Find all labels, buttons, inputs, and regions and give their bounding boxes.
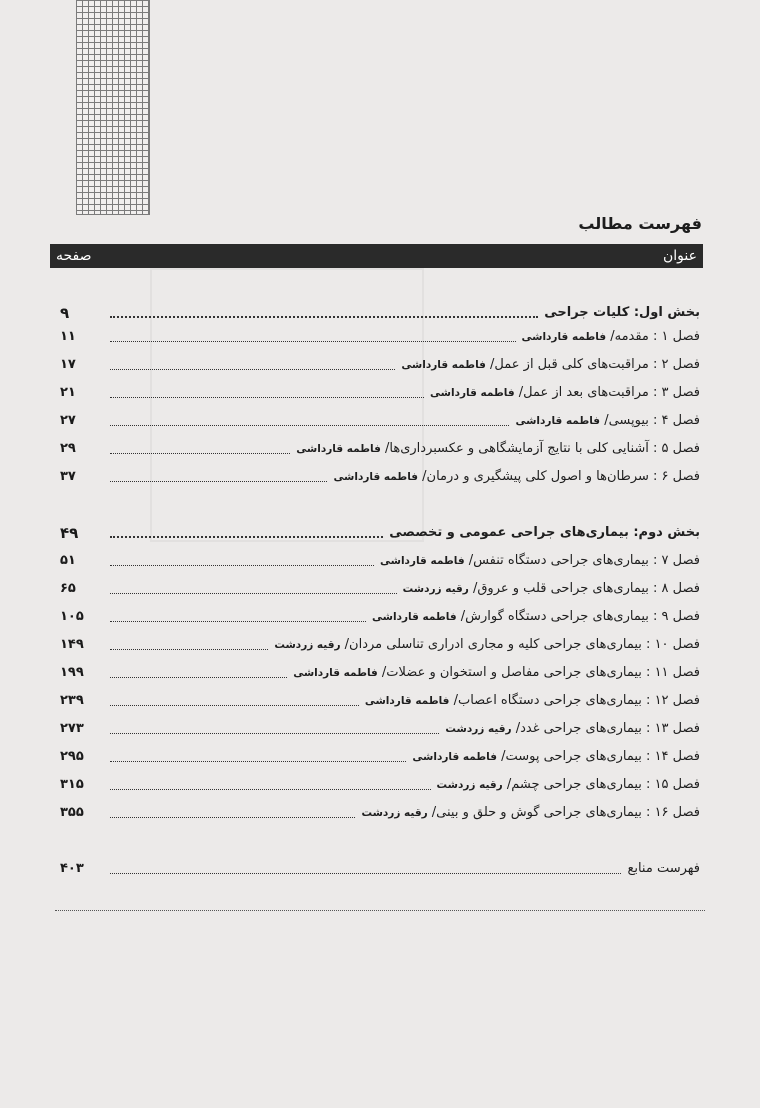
grid-pattern-decoration <box>76 0 150 215</box>
toc-entry-title: فصل ۶ : سرطان‌ها و اصول کلی پیشگیری و درمان/ <box>422 469 700 484</box>
toc-entry-page-number: ۱۷ <box>60 357 76 372</box>
toc-entry-label <box>383 523 700 542</box>
toc-entry-page-number: ۹ <box>60 304 70 322</box>
dot-leader <box>110 453 290 454</box>
toc-entry-page-number: ۱۰۵ <box>60 609 84 624</box>
toc-entry-title: فصل ۸ : بیماری‌های جراحی قلب و عروق/ <box>472 581 700 596</box>
toc-entry-label <box>268 636 700 654</box>
toc-entry-label <box>516 328 701 346</box>
toc-entry-author: فاطمه قارداشی <box>372 611 457 623</box>
toc-entry-author: فاطمه قارداشی <box>364 695 450 707</box>
toc-entry-author: فاطمه قارداشی <box>515 415 601 427</box>
toc-entry-page-number: ۱۹۹ <box>60 665 84 680</box>
dot-leader <box>110 593 397 594</box>
toc-entry-author: رقیه زردشت <box>274 639 341 651</box>
dot-leader <box>110 481 327 482</box>
dot-leader <box>110 761 406 762</box>
toc-entry-label <box>538 303 700 322</box>
toc-entry-row <box>60 436 700 458</box>
toc-entry-title: فصل ۱۳ : بیماری‌های جراحی غدد/ <box>515 721 700 736</box>
toc-entry-row <box>60 548 700 570</box>
toc-entry-page-number: ۳۵۵ <box>60 805 84 820</box>
toc-entry-label <box>439 720 700 738</box>
toc-entry-author: رقیه زردشت <box>445 723 512 735</box>
toc-entry-row <box>60 660 700 682</box>
toc-entry-page-number: ۳۱۵ <box>60 777 84 792</box>
toc-entry-page-number: ۱۱ <box>60 329 76 344</box>
toc-entry-page-number: ۲۹ <box>60 441 76 456</box>
toc-entry-page-number: ۴۰۳ <box>60 861 84 876</box>
dot-leader <box>110 316 538 318</box>
toc-entry-title: فصل ۳ : مراقبت‌های بعد از عمل/ <box>518 385 700 400</box>
toc-entry-title: بخش دوم: بیماری‌های جراحی عمومی و تخصصی <box>389 525 700 540</box>
toc-entry-label <box>374 552 700 570</box>
toc-entry-page-number: ۲۳۹ <box>60 693 84 708</box>
toc-entry-author: رقیه زردشت <box>361 807 428 819</box>
dot-leader <box>110 425 509 426</box>
dot-leader <box>110 341 516 342</box>
dot-leader <box>110 817 355 818</box>
toc-entry-row <box>60 604 700 626</box>
bottom-divider <box>55 910 705 911</box>
toc-entry-title: فصل ۱۶ : بیماری‌های جراحی گوش و حلق و بینی/ <box>431 805 700 820</box>
toc-entry-author: فاطمه قارداشی <box>401 359 486 371</box>
page-title: فهرست مطالب <box>578 214 702 233</box>
toc-entry-page-number: ۱۴۹ <box>60 637 84 652</box>
toc-entry-row <box>60 716 700 738</box>
toc-entry-title: فصل ۱۲ : بیماری‌های جراحی دستگاه اعصاب/ <box>453 693 700 708</box>
toc-entry-row <box>60 800 700 822</box>
toc-entry-row <box>60 576 700 598</box>
dot-leader <box>110 621 366 622</box>
dot-leader <box>110 705 359 706</box>
toc-entry-row <box>60 856 700 878</box>
toc-entry-author: رقیه زردشت <box>402 583 469 595</box>
toc-entry-label <box>327 468 700 486</box>
toc-entry-author: فاطمه قارداشی <box>296 443 381 455</box>
toc-entry-page-number: ۳۷ <box>60 469 76 484</box>
toc-entry-title: فصل ۱۰ : بیماری‌های جراحی کلیه و مجاری ادراری تناسلی مردان/ <box>344 637 700 652</box>
toc-entry-page-number: ۲۷ <box>60 413 76 428</box>
toc-entry-page-number: ۲۱ <box>60 385 76 400</box>
toc-entry-row <box>60 688 700 710</box>
toc-entry-page-number: ۵۱ <box>60 553 76 568</box>
toc-entry-label <box>355 804 700 822</box>
toc-entry-author: فاطمه قارداشی <box>521 331 607 343</box>
dot-leader <box>110 397 424 398</box>
dot-leader <box>110 873 621 874</box>
page-column-header: صفحه <box>56 248 92 264</box>
toc-entry-title: فهرست منابع <box>627 861 700 876</box>
toc-entry-page-number: ۴۹ <box>60 524 79 542</box>
toc-entry-title: بخش اول: کلیات جراحی <box>544 305 700 320</box>
toc-entry-label <box>287 664 700 682</box>
toc-entry-row <box>60 352 700 374</box>
toc-entry-title: فصل ۱۴ : بیماری‌های جراحی پوست/ <box>501 749 700 764</box>
toc-entry-row <box>60 632 700 654</box>
dot-leader <box>110 733 439 734</box>
toc-entry-label <box>509 412 700 430</box>
toc-entry-row <box>60 324 700 346</box>
toc-entry-label <box>366 608 700 626</box>
dot-leader <box>110 565 374 566</box>
toc-entry-page-number: ۲۷۳ <box>60 721 84 736</box>
toc-entry-label <box>406 748 700 766</box>
toc-part-row <box>60 300 700 322</box>
dot-leader <box>110 789 431 790</box>
toc-entry-label <box>424 384 700 402</box>
toc-entry-title: فصل ۹ : بیماری‌های جراحی دستگاه گوارش/ <box>460 609 700 624</box>
toc-entry-page-number: ۲۹۵ <box>60 749 84 764</box>
toc-entry-label <box>431 776 700 794</box>
toc-entry-label <box>621 860 700 878</box>
toc-entry-title: فصل ۱ : مقدمه/ <box>610 329 700 344</box>
toc-entry-row <box>60 744 700 766</box>
toc-entry-row <box>60 408 700 430</box>
toc-entry-label <box>397 580 700 598</box>
toc-entry-page-number: ۶۵ <box>60 581 76 596</box>
toc-entry-label <box>395 356 700 374</box>
dot-leader <box>110 369 395 370</box>
toc-entry-label <box>290 440 700 458</box>
dot-leader <box>110 536 383 538</box>
toc-entry-author: فاطمه قارداشی <box>293 667 378 679</box>
toc-entry-row <box>60 464 700 486</box>
toc-entry-author: رقیه زردشت <box>436 779 503 791</box>
toc-header-bar <box>50 244 703 268</box>
toc-entry-title: فصل ۲ : مراقبت‌های کلی قبل از عمل/ <box>490 357 700 372</box>
toc-entry-row <box>60 772 700 794</box>
toc-entry-row <box>60 380 700 402</box>
dot-leader <box>110 649 268 650</box>
title-column-header: عنوان <box>663 248 697 264</box>
toc-entry-label <box>359 692 700 710</box>
dot-leader <box>110 677 287 678</box>
toc-entry-title: فصل ۱۵ : بیماری‌های جراحی چشم/ <box>506 777 700 792</box>
toc-entry-title: فصل ۵ : آشنایی کلی با نتایج آزمایشگاهی و عکسبرداری‌ها/ <box>385 441 700 456</box>
toc-entry-author: فاطمه قارداشی <box>380 555 465 567</box>
toc-part-row <box>60 520 700 542</box>
toc-entry-title: فصل ۴ : بیوپسی/ <box>604 413 700 428</box>
toc-entry-title: فصل ۷ : بیماری‌های جراحی دستگاه تنفس/ <box>468 553 700 568</box>
toc-entry-title: فصل ۱۱ : بیماری‌های جراحی مفاصل و استخوان و عضلات/ <box>381 665 700 680</box>
toc-entry-author: فاطمه قارداشی <box>412 751 497 763</box>
toc-entry-author: فاطمه قارداشی <box>333 471 419 483</box>
toc-entry-author: فاطمه قارداشی <box>430 387 515 399</box>
